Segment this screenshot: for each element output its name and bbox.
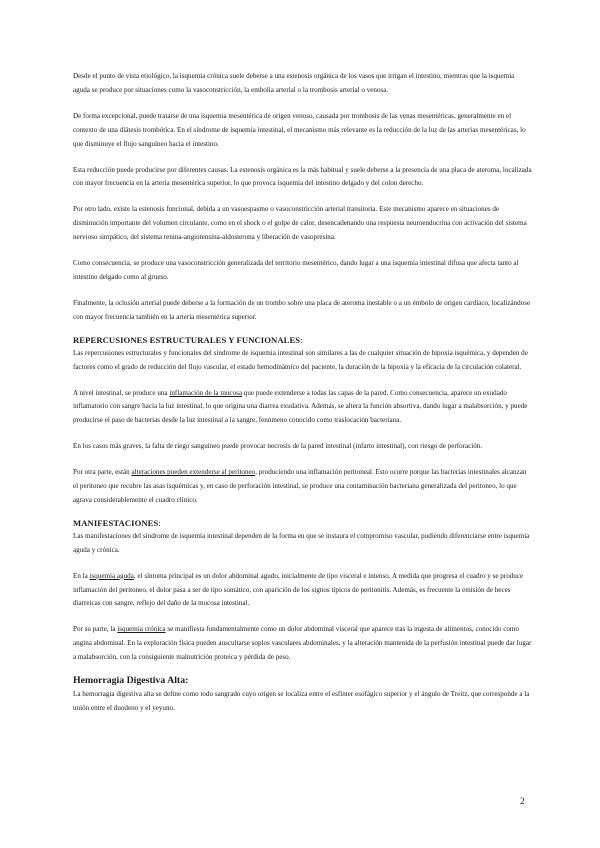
section-heading-repercusiones <box>73 333 533 347</box>
paragraph-consequence: Como consecuencia, se produce una vasoconstricción generalizada del territorio mesentérico, dando lugar a una isquemia intestinal difusa que afecta tanto al intestino delgado como al grueso. <box>73 259 519 281</box>
paragraph-reduction-causes: Esta reducción puede producirse por diferentes causas. La estenosis orgánica es la más habitual y suele deberse a la presencia de una placa de ateroma, localizada con mayor frecuencia en la arteria mesentérica superior, lo que provoca isquemia del intestino delgado y del colon derecho. <box>73 165 532 188</box>
text-segment: que puede extenderse a todas las capas de la pared. Como consecuencia, aparece un exudado inflamatorio con sangre hacia la luz intestinal, lo que origina una diarrea exudativa. Además, se altera la función absortiva, dando lugar a malabsorción, y puede producirse el paso de bacterias desde la luz intestinal a la sangre, fenómeno conocido como traslocación bacteriana. <box>73 388 528 425</box>
heading-colon: : <box>300 334 303 345</box>
underlined-term-isquemia-aguda: isquemia aguda <box>89 571 134 580</box>
paragraph-isquemia-cronica <box>73 623 533 665</box>
text-segment: , produciendo una inflamación peritoneal. Esto ocurre porque las bacterias intestinales alcanzan el peritoneo que recubre las asas isquémicas y, en caso de perforación intestinal, se produce una contaminación bacteriana generalizada del peritoneo, lo que agrava considerablemente el cuadro clínico. <box>73 468 527 504</box>
section-heading-hemorragia: Hemorragia Digestiva Alta: <box>73 675 189 687</box>
paragraph-repercusiones: Las repercusiones estructurales y funcionales del síndrome de isquemia intestinal son similares a las de cualquier situación de hipoxia isquémica, y dependen de factores como el grado de reducción del flujo vascular, el estado hemodinámico del paciente, la duración de la hipoxia y la eficacia de la circulación colateral. <box>73 348 528 371</box>
paragraph-functional-stenosis: Por otro lado, existe la estenosis funcional, debida a un vasoespasmo o vasoconstricción arterial transitoria. Este mecanismo aparece en situaciones de disminución importante del volumen circulante, como en el shock o el golpe de calor, desencadenando una respuesta neuroendocrina con activación del sistema nervioso simpático, del sistema renina-angiotensina-aldosterona y liberación de vasopresina. <box>73 205 527 242</box>
page-content <box>73 70 533 716</box>
text-segment: En la <box>73 571 90 580</box>
page-number: 2 <box>520 797 525 807</box>
text-segment: Por su parte, la <box>73 625 118 634</box>
underlined-term-inflamacion-mucosa: inflamación de la mucosa <box>169 388 243 397</box>
paragraph-isquemia-aguda <box>73 570 533 612</box>
paragraph-intestinal-level <box>73 387 533 429</box>
section-heading-manifestaciones <box>73 516 533 530</box>
heading-text: REPERCUSIONES ESTRUCTURALES Y FUNCIONALES <box>73 334 301 345</box>
underlined-term-isquemia-cronica: isquemia crónica <box>117 625 166 634</box>
text-segment: , el síntoma principal es un dolor abdominal agudo, inicialmente de tipo visceral e intenso. A medida que progresa el cuadro y se produce inflamación del peritoneo, el dolor pasa a ser de tipo somático, con aparición de los signos típicos de peritonitis. Además, es frecuente la emisión de heces diarreicas con sangre, reflejo del daño de la mucosa intestinal. <box>73 571 524 608</box>
text-segment: A nivel intestinal, se produce una <box>73 388 170 397</box>
heading-colon: : <box>158 517 161 528</box>
paragraph-severe-cases: En los casos más graves, la falta de riego sanguíneo puede provocar necrosis de la pared intestinal (infarto intestinal), con riesgo de perforación. <box>73 442 483 451</box>
paragraph-manifestaciones: Las manifestaciones del síndrome de isquemia intestinal dependen de la forma en que se instaura el compromiso vascular, pudiendo diferenciarse entre isquemia aguda y crónica. <box>73 531 530 554</box>
paragraph-venous-origin: De forma excepcional, puede tratarse de una isquemia mesentérica de origen venoso, causada por trombosis de las venas mesentéricas, generalmente en el contexto de una diátesis trombótica. En el síndrome de isquemia intestinal, el mecanismo más relevante es la reducción de la luz de las arterias mesentéricas, lo que disminuye el flujo sanguíneo hacia el intestino. <box>73 111 526 148</box>
underlined-term-peritoneo: alteraciones pueden extenderse al peritoneo <box>131 468 256 477</box>
text-segment: Por otra parte, están <box>73 468 132 477</box>
paragraph-arterial-occlusion: Finalmente, la oclusión arterial puede deberse a la formación de un trombo sobre una placa de ateroma inestable o a un émbolo de origen cardíaco, localizándose con mayor frecuencia también en la arteria mesentérica superior. <box>73 298 531 321</box>
paragraph-hemorragia: La hemorragia digestiva alta se define como todo sangrado cuyo origen se localiza entre el esfínter esofágico superior y el ángulo de Treitz, que corresponde a la unión entre el duodeno y el yeyuno. <box>73 690 530 712</box>
paragraph-etiology: Desde el punto de vista etiológico, la isquemia crónica suele deberse a una estenosis orgánica de los vasos que irrigan el intestino, mientras que la isquemia aguda se produce por situaciones como la vasoconstricción, la embolia arterial o la trombosis arterial o venosa. <box>73 72 515 94</box>
text-segment: se manifiesta fundamentalmente como un dolor abdominal visceral que aparece tras la ingesta de alimentos, conocido como angina abdominal. En la exploración física pueden auscultarse soplos vasculares abdominales, y la alteración mantenida de la perfusión intestinal puede dar lugar a malabsorción, con la consiguiente malnutrición proteica y pérdida de peso. <box>73 625 532 662</box>
heading-text: MANIFESTACIONES <box>73 517 159 528</box>
paragraph-peritoneum <box>73 466 533 508</box>
